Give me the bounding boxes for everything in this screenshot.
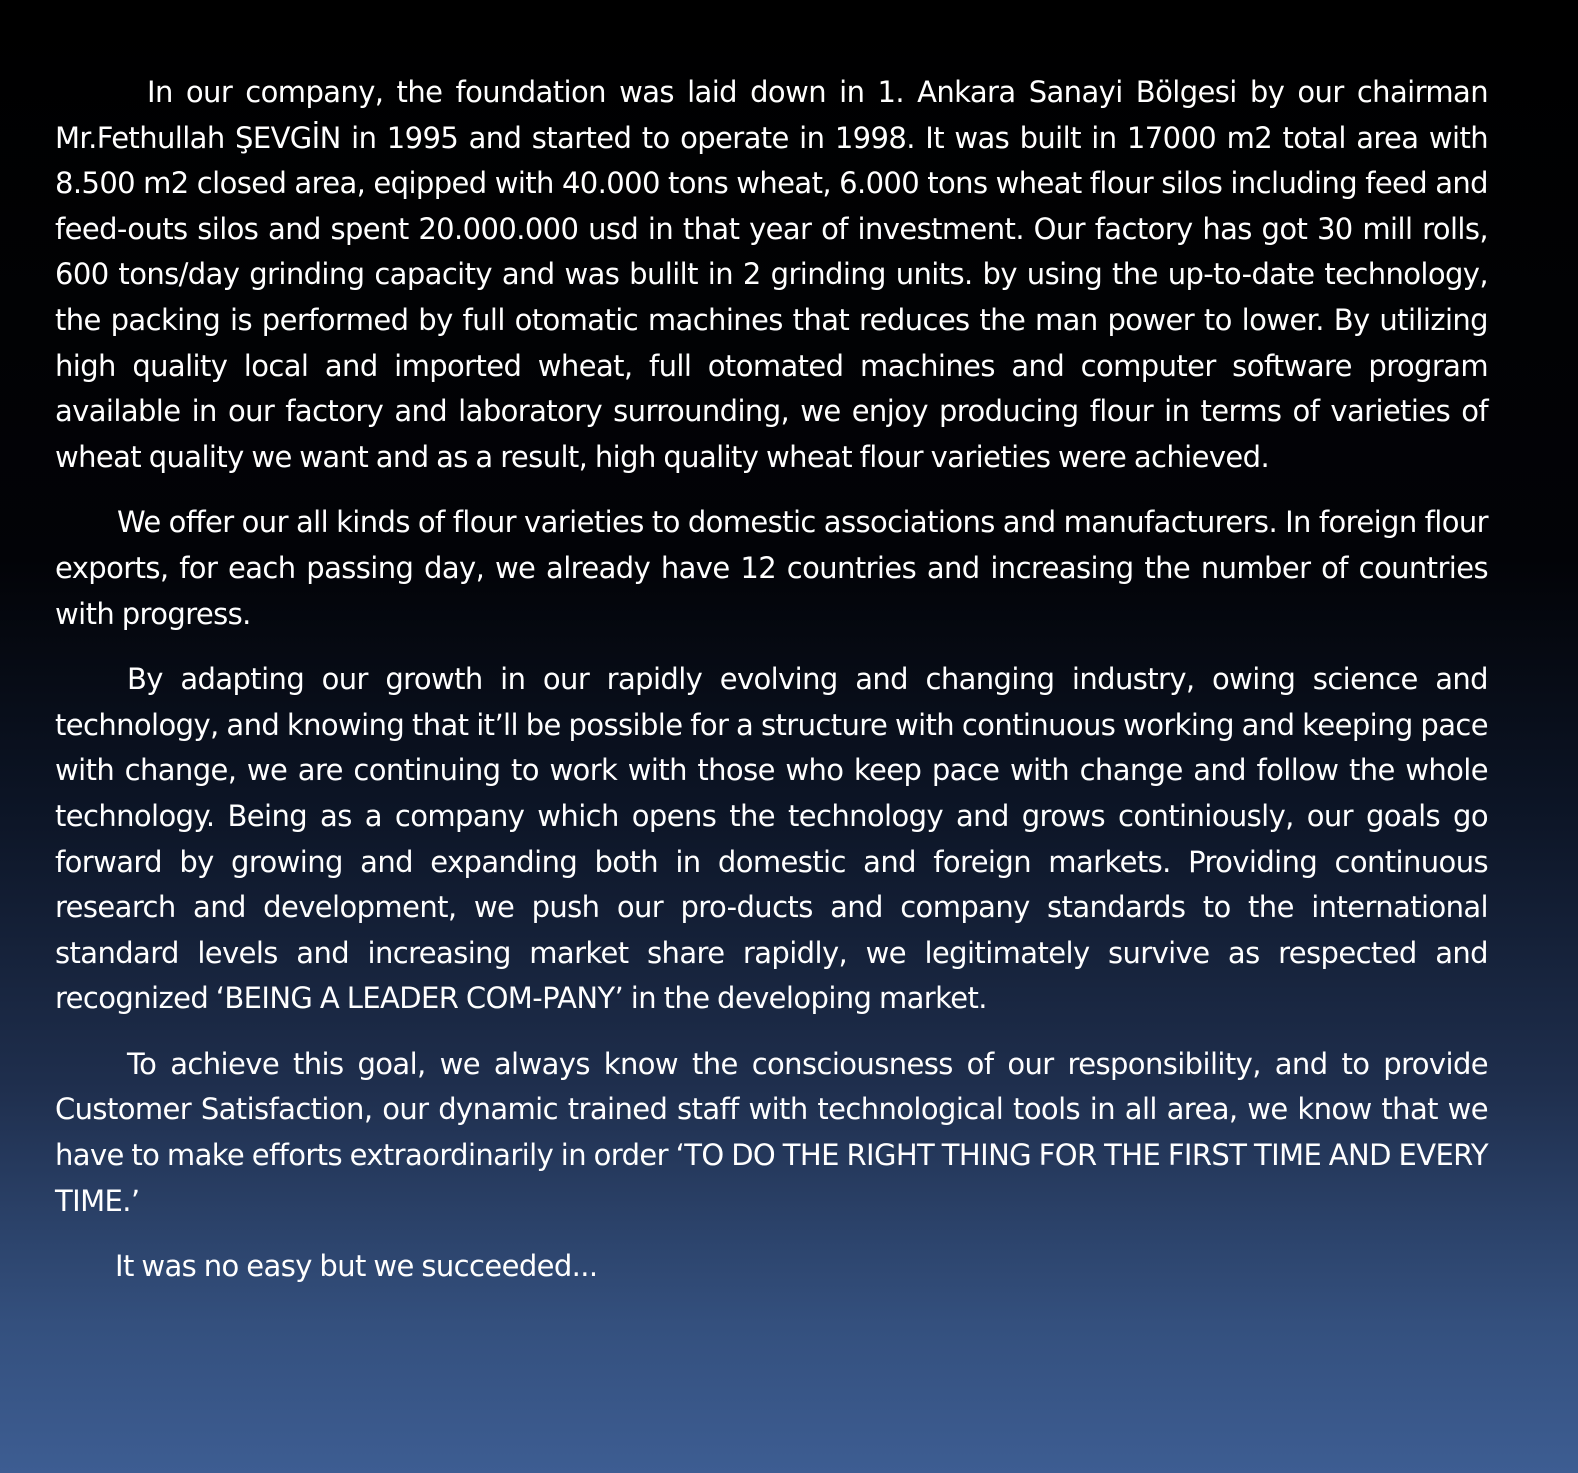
paragraph-customer-satisfaction: To achieve this goal, we always know the consciousness of our responsibility, and to provide Customer Satisfaction, our dynamic trained staff with technological tools in all area, we know that we have to make efforts extraordinarily in order ‘TO DO THE RIGHT THING FOR THE FIRST TIME AND EVERY TIME.’ [55,1046,1488,1218]
paragraph-growth-technology: By adapting our growth in our rapidly evolving and changing industry, owing science and technology, and knowing that it’ll be possible for a structure with continuous working and keeping pace with change, we are continuing to work with those who keep pace with change and follow the whole technology. Being as a company which opens the technology and grows continiously, our goals go forward by growing and expanding both in domestic and foreign markets. Providing continuous research and development, we push our pro-ducts and company standards to the international standard levels and increasing market share rapidly, we legitimately survive as respected and recognized ‘BEING A LEADER COM-PANY’ in the developing market. [55,662,1488,1016]
paragraph-flour-exports: We offer our all kinds of flour varieties to domestic associations and manufacturers. In foreign flour exports, for each passing day, we already have 12 countries and increasing the number of countries with progress. [55,505,1488,631]
document-page [55,70,1488,1310]
paragraph-company-foundation: In our company, the foundation was laid down in 1. Ankara Sanayi Bölgesi by our chairman Mr.Fethullah ŞEVGİN in 1995 and started to operate in 1998. It was built in 17000 m2 total area with 8.500 m2 closed area, eqipped with 40.000 tons wheat, 6.000 tons wheat flour silos including feed and feed-outs silos and spent 20.000.000 usd in that year of investment. Our factory has got 30 mill rolls, 600 tons/day grinding capacity and was bulilt in 2 grinding units. by using the up-to-date technology, the packing is performed by full otomatic machines that reduces the man power to lower. By utilizing high quality local and imported wheat, full otomated machines and computer software program available in our factory and laboratory surrounding, we enjoy producing flour in terms of varieties of wheat quality we want and as a result, high quality wheat flour varieties were achieved. [55,75,1488,474]
paragraph-closing: It was no easy but we succeeded... [115,1249,598,1284]
